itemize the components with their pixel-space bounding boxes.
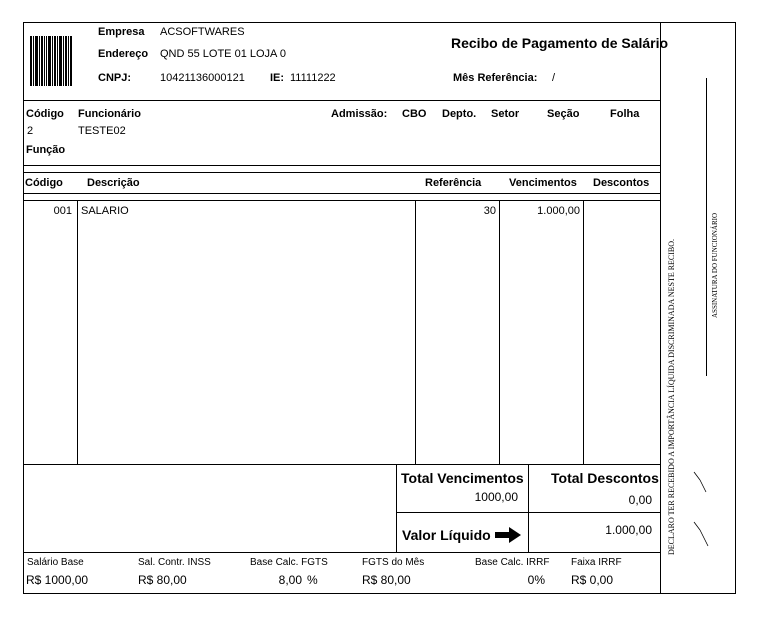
valor-liquido-value: 1.000,00 <box>605 523 652 537</box>
fgts-mes-value: R$ 80,00 <box>362 573 411 587</box>
folha-label: Folha <box>610 108 640 120</box>
signature-line <box>706 78 707 376</box>
row-descricao: SALARIO <box>81 205 129 217</box>
col-codigo-header: Código <box>25 177 63 189</box>
sal-contr-inss-label: Sal. Contr. INSS <box>138 557 211 568</box>
base-calc-fgts-value: 8,00 <box>278 573 302 587</box>
total-descontos-value: 0,00 <box>628 493 652 507</box>
funcao-label: Função <box>26 144 66 156</box>
base-calc-fgts-unit: % <box>307 573 318 587</box>
funcionario-label: Funcionário <box>78 108 141 120</box>
funcionario-value: TESTE02 <box>78 125 126 137</box>
total-vencimentos-value: 1000,00 <box>474 490 518 504</box>
fgts-mes-label: FGTS do Mês <box>362 557 425 568</box>
barcode-icon <box>30 36 76 86</box>
sal-contr-inss-value: R$ 80,00 <box>138 573 187 587</box>
cnpj-value: 10421136000121 <box>160 72 245 84</box>
base-calc-irrf-value: 0% <box>527 573 545 587</box>
mes-referencia-value: / <box>552 72 556 84</box>
mes-referencia-label: Mês Referência: <box>453 72 538 84</box>
row-codigo: 001 <box>53 205 72 217</box>
col-vencimentos-header: Vencimentos <box>509 177 577 189</box>
col-descricao-header: Descrição <box>87 177 140 189</box>
declaration-text: DECLARO TER RECEBIDO A IMPORTÂNCIA LÍQUIDA DISCRIMINADA NESTE RECIBO. <box>667 238 676 555</box>
ie-label: IE: <box>270 72 285 84</box>
base-calc-fgts-label: Base Calc. FGTS <box>250 557 328 568</box>
col-descontos-header: Descontos <box>593 177 650 189</box>
ie-value: 11111222 <box>290 72 336 84</box>
row-referencia: 30 <box>483 205 496 217</box>
salario-base-label: Salário Base <box>27 557 84 568</box>
admissao-label: Admissão: <box>331 108 388 120</box>
date-slash-marks <box>690 466 714 550</box>
endereco-label: Endereço <box>98 48 149 60</box>
faixa-irrf-value: R$ 0,00 <box>571 573 614 587</box>
setor-label: Setor <box>491 108 520 120</box>
row-vencimentos: 1.000,00 <box>537 205 580 217</box>
empresa-label: Empresa <box>98 26 145 38</box>
depto-label: Depto. <box>442 108 477 120</box>
codigo-value: 2 <box>27 125 34 137</box>
salario-base-value: R$ 1000,00 <box>26 573 89 587</box>
endereco-value: QND 55 LOTE 01 LOJA 0 <box>160 48 286 60</box>
cnpj-label: CNPJ: <box>98 72 132 84</box>
secao-label: Seção <box>547 108 580 120</box>
total-vencimentos-label: Total Vencimentos <box>401 470 524 486</box>
valor-liquido-label: Valor Líquido <box>402 527 491 543</box>
page-title: Recibo de Pagamento de Salário <box>451 35 669 51</box>
col-referencia-header: Referência <box>425 177 482 189</box>
signature-label: ASSINATURA DO FUNCIONÁRIO <box>711 212 719 318</box>
faixa-irrf-label: Faixa IRRF <box>571 557 622 568</box>
arrow-right-icon <box>495 527 521 543</box>
cbo-label: CBO <box>402 108 427 120</box>
base-calc-irrf-label: Base Calc. IRRF <box>475 557 550 568</box>
codigo-label: Código <box>26 108 64 120</box>
empresa-value: ACSOFTWARES <box>160 26 245 38</box>
total-descontos-label: Total Descontos <box>551 470 659 486</box>
